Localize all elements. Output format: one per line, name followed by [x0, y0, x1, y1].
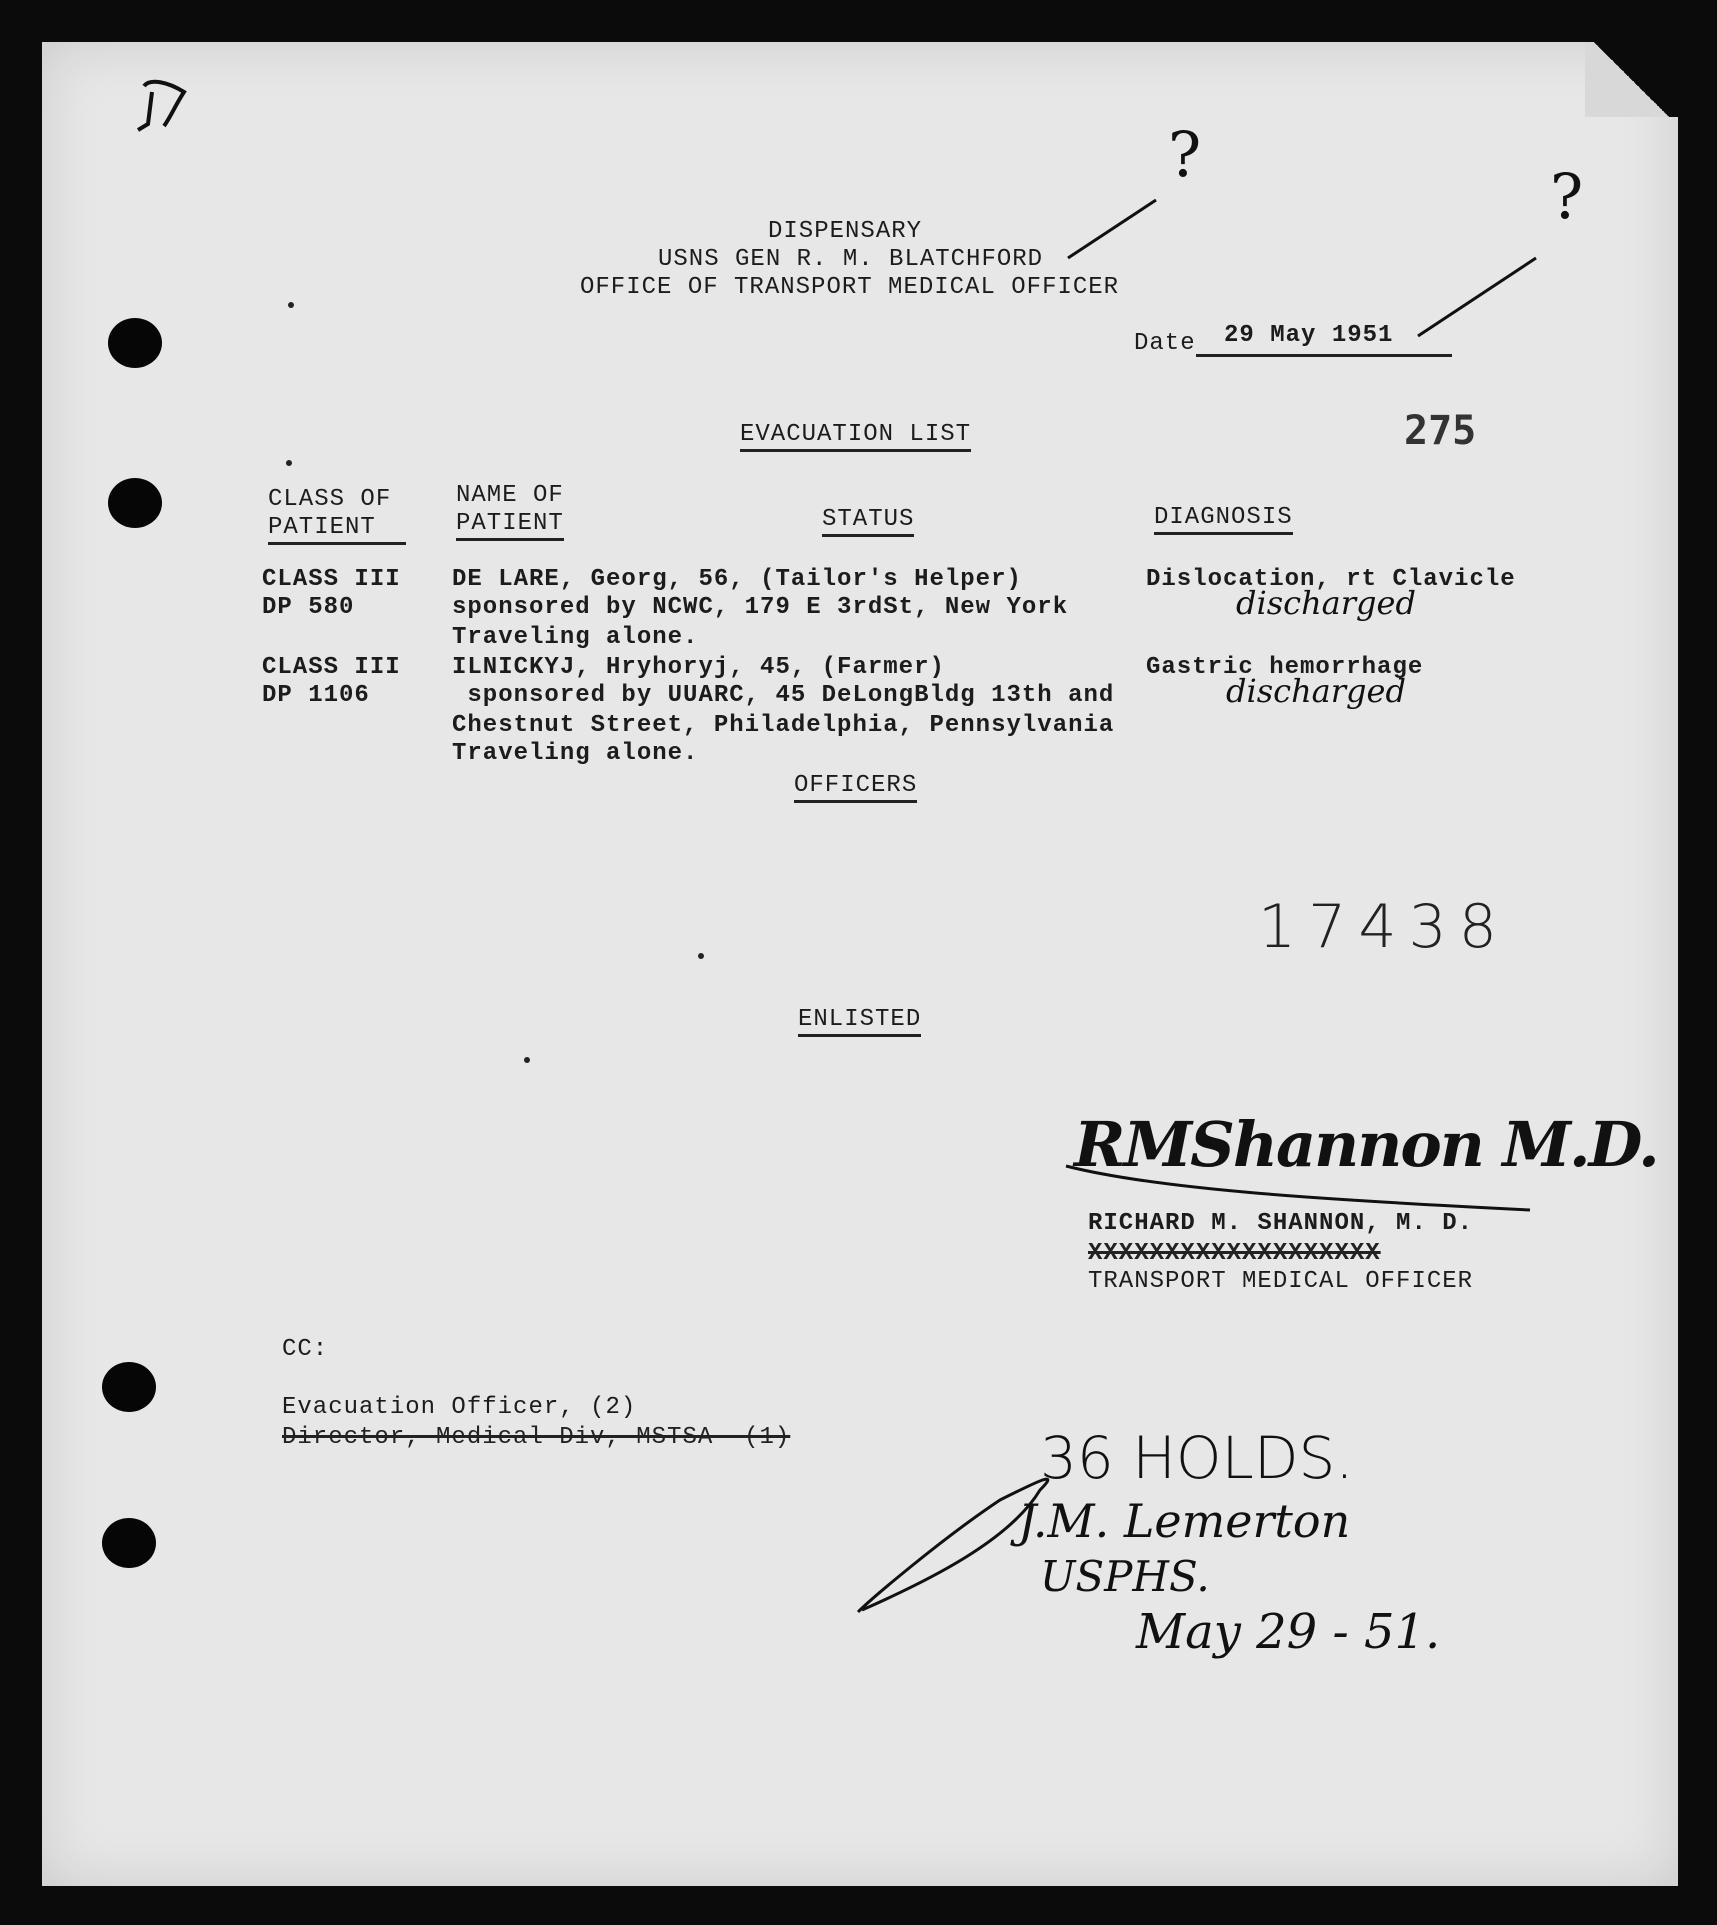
cc-line-2-struck: Director, Medical Div, MSTSA (1) — [282, 1424, 791, 1451]
list-title: EVACUATION LIST — [740, 421, 971, 452]
patient-1-name: DE LARE, Georg, 56, (Tailor's Helper) — [452, 566, 1022, 593]
handwritten-signature: RMShannon M.D. — [1074, 1108, 1658, 1181]
patient-2-sponsor: sponsored by UUARC, 45 DeLongBldg 13th and — [452, 682, 1115, 709]
patient-2-diagnosis: Gastric hemorrhage — [1146, 654, 1424, 681]
col-name-line2: PATIENT — [456, 510, 564, 541]
patient-1-travel: Traveling alone. — [452, 624, 699, 651]
header-line-3: OFFICE OF TRANSPORT MEDICAL OFFICER — [580, 274, 1120, 301]
patient-1-dp: DP 580 — [262, 594, 355, 621]
stamp-number: 275 — [1404, 408, 1477, 454]
signer-title: TRANSPORT MEDICAL OFFICER — [1088, 1268, 1474, 1295]
cc-line-1: Evacuation Officer, (2) — [282, 1394, 637, 1421]
handwritten-agency: USPHS. — [1040, 1552, 1210, 1601]
header-line-2: USNS GEN R. M. BLATCHFORD — [658, 246, 1044, 273]
signer-name: RICHARD M. SHANNON, M. D. — [1088, 1210, 1474, 1237]
patient-2-dp: DP 1106 — [262, 682, 370, 709]
col-name-line1: NAME OF — [456, 482, 564, 509]
enlisted-heading: ENLISTED — [798, 1006, 921, 1037]
officers-heading: OFFICERS — [794, 772, 917, 803]
patient-1-handwritten-note: discharged — [1236, 584, 1416, 622]
date-value: 29 May 1951 — [1224, 322, 1394, 349]
cc-label: CC: — [282, 1336, 329, 1363]
question-mark-2: ? — [1550, 160, 1584, 233]
patient-2-name: ILNICKYJ, Hryhoryj, 45, (Farmer) — [452, 654, 945, 681]
handwritten-file-number: 17438 — [1258, 892, 1509, 962]
col-class-line2: PATIENT — [268, 514, 406, 545]
patient-1-diagnosis: Dislocation, rt Clavicle — [1146, 566, 1516, 593]
handwritten-holds: 36 HOLDS. — [1040, 1424, 1354, 1492]
handwritten-date: May 29 - 51. — [1136, 1604, 1441, 1660]
patient-2-handwritten-note: discharged — [1226, 672, 1406, 710]
patient-2-travel: Traveling alone. — [452, 740, 699, 767]
header-line-1: DISPENSARY — [768, 218, 923, 245]
question-mark-1: ? — [1168, 118, 1202, 191]
struck-title-line: XXXXXXXXXXXXXXXXXXX — [1088, 1240, 1381, 1267]
patient-1-sponsor: sponsored by NCWC, 179 E 3rdSt, New York — [452, 594, 1069, 621]
patient-1-class: CLASS III — [262, 566, 401, 593]
date-label: Date — [1134, 330, 1196, 357]
patient-2-class: CLASS III — [262, 654, 401, 681]
patient-2-address: Chestnut Street, Philadelphia, Pennsylvania — [452, 712, 1115, 739]
col-diagnosis: DIAGNOSIS — [1154, 504, 1293, 535]
col-status: STATUS — [822, 506, 914, 537]
col-class-line1: CLASS OF — [268, 486, 392, 513]
handwritten-signer: J.M. Lemerton — [1018, 1494, 1351, 1548]
